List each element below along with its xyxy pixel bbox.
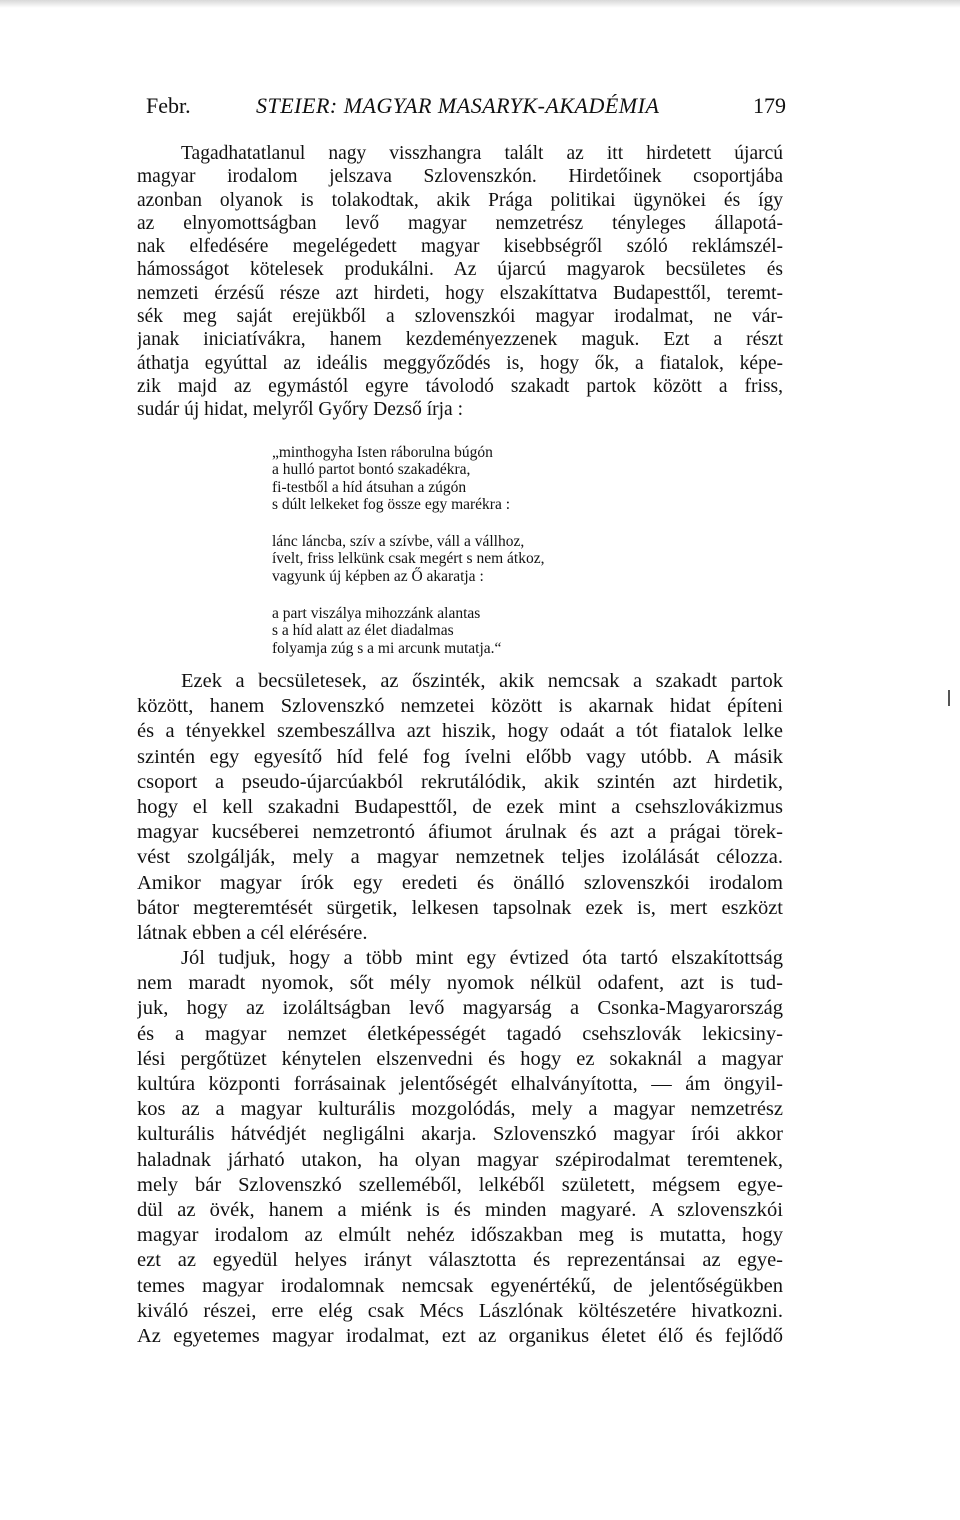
text-line: nemzeti érzésű része azt hirdeti, hogy elszakíttatva Budapesttől, teremt-	[137, 282, 783, 304]
text-line: vést szolgálják, mely a magyar nemzetnek teljes izolálását célozza.	[137, 846, 783, 869]
poem-line: s dúlt lelkeket fog össze egy marékra :	[272, 495, 511, 513]
text-line: csoport a pseudo-újarcúakból rekrutálódik, akik szintén azt hirdetik,	[137, 770, 783, 793]
text-line: azonban olyanok is tolakodtak, akik Prága politikai ügynökei és így	[137, 189, 783, 211]
text-line: sudár új hidat, melyről Győry Dezső írja :	[137, 399, 464, 421]
poem-line: „minthogyha Isten ráborulna búgón	[272, 444, 493, 461]
poem-line: fi-testből a híd átsuhan a zúgón	[272, 478, 467, 496]
text-line: hogy el kell szakadni Budapesttől, de ezek mint a csehszlovákizmus	[137, 795, 783, 818]
poem-line: ívelt, friss lelkünk csak megért s nem átkoz,	[272, 550, 545, 568]
header-month: Febr.	[146, 93, 191, 118]
page-top-edge	[0, 0, 960, 8]
poem-quote	[272, 444, 692, 657]
text-line: között, hanem Szlovenszkó nemzetei között is akarnak hidat építeni	[137, 695, 783, 718]
text-line: kulturális hátvédjét negligálni akarja. Szlovenszkó magyar írói akkor	[137, 1123, 783, 1146]
text-line: temes magyar irodalomnak nemcsak egyenértékű, de jelentőségükben	[137, 1274, 783, 1297]
text-line: magyar kucséberei nemzetrontó áfiumot árulnak és azt a prágai törek-	[137, 821, 783, 844]
stanza-gap	[272, 513, 692, 533]
poem-line: s a híd alatt az élet diadalmas	[272, 622, 454, 640]
text-line: nak elfedésére megelégedett magyar kisebbségről szóló reklámszél-	[137, 236, 783, 258]
text-line: haladnak járható utakon, ha olyan magyar szépirodalmat teremtenek,	[137, 1148, 783, 1171]
text-line: magyar irodalom az elmúlt nehéz időszakban meg is mutatta, hogy	[137, 1224, 783, 1247]
text-line: szintén egy egyesítő híd felé fog ívelni előbb vagy utóbb. A másik	[137, 745, 783, 768]
scan-speck	[948, 690, 950, 706]
poem-line: folyamja zúg s a mi arcunk mutatja.“	[272, 639, 502, 657]
text-line: kos az a magyar kulturális mozgolódás, mely a magyar nemzetrész	[137, 1098, 783, 1121]
text-line: az elnyomottságban levő magyar nemzetrész tényleges állapotá-	[137, 212, 783, 234]
poem-line: lánc láncba, szív a szívbe, váll a vállhoz,	[272, 533, 525, 551]
text-line: lési pergőtüzet kénytelen elszenvedni és hogy ez sokaknál a magyar	[137, 1047, 783, 1070]
text-line: kiváló részei, erre elég csak Mécs Lászlónak költészetére hivatkozni.	[137, 1299, 783, 1322]
text-line: kultúra központi forrásainak jelentőségét elhalványította, — ám öngyil-	[137, 1073, 783, 1095]
page-number: 179	[753, 93, 786, 118]
text-line: Ezek a becsületesek, az őszinték, akik nemcsak a szakadt partok	[181, 670, 783, 692]
text-line: és a tényekkel szembeszállva azt hiszik, hogy odaát a tót fiatalok lelke	[137, 720, 783, 743]
text-line: zik majd az egymástól egyre távolodó szakadt partok között a friss,	[137, 375, 783, 397]
text-line: hámosságot kötelesek produkálni. Az újarcú magyarok becsületes és	[137, 259, 783, 281]
text-line: Az egyetemes magyar irodalmat, ezt az organikus életet élő és fejlődő	[137, 1324, 783, 1347]
paragraph-intro	[137, 142, 783, 422]
paragraph-main	[137, 669, 783, 1349]
text-line: mely bár Szlovenszkó szelleméből, lelkéből született, mégsem egye-	[137, 1173, 783, 1196]
text-line: bátor megteremtését sürgetik, lelkesen tapsolnak ezek is, mert eszközt	[137, 896, 783, 919]
poem-line: a hulló partot bontó szakadékra,	[272, 461, 471, 479]
text-line: juk, hogy az izoláltságban levő magyarság a Csonka-Magyarország	[137, 997, 783, 1020]
poem-line: a part viszálya mihozzánk alantas	[272, 605, 481, 623]
text-line: dül az övék, hanem a miénk is és minden magyaré. A szlovenszkói	[137, 1198, 783, 1221]
text-line: magyar irodalom jelszava Szlovenszkón. Hirdetőinek csoportjába	[137, 166, 783, 188]
text-line: látnak ebben a cél elérésére.	[137, 921, 368, 944]
text-line: nem maradt nyomok, sőt mély nyomok nélkül odafent, azt is tud-	[137, 972, 783, 995]
text-line: sék meg saját erejükből a szlovenszkói magyar irodalmat, ne vár-	[137, 306, 783, 328]
text-line: Jól tudjuk, hogy a több mint egy évtized óta tartó elszakítottság	[181, 947, 783, 970]
text-line: Amikor magyar írók egy eredeti és önálló szlovenszkói irodalom	[137, 871, 783, 894]
stanza-gap	[272, 585, 692, 605]
text-line: Tagadhatatlanul nagy visszhangra talált az itt hirdetett újarcú	[181, 143, 783, 164]
text-line: áthatja egyúttal az ideális meggyőződés is, hogy ők, a fiatalok, képe-	[137, 352, 783, 374]
text-line: és a magyar nemzet életképességét tagadó csehszlovák lekicsiny-	[137, 1022, 783, 1045]
text-line: ezt az egyedül helyes irányt választotta és reprezentánsai az egye-	[137, 1249, 783, 1272]
poem-line: vagyunk új képben az Ő akaratja :	[272, 567, 484, 585]
header-title: STEIER: MAGYAR MASARYK-AKADÉMIA	[256, 93, 660, 118]
running-header	[146, 93, 786, 123]
text-line: janak iniciatívákra, hanem kezdeményezzenek maguk. Ezt a részt	[137, 329, 783, 351]
